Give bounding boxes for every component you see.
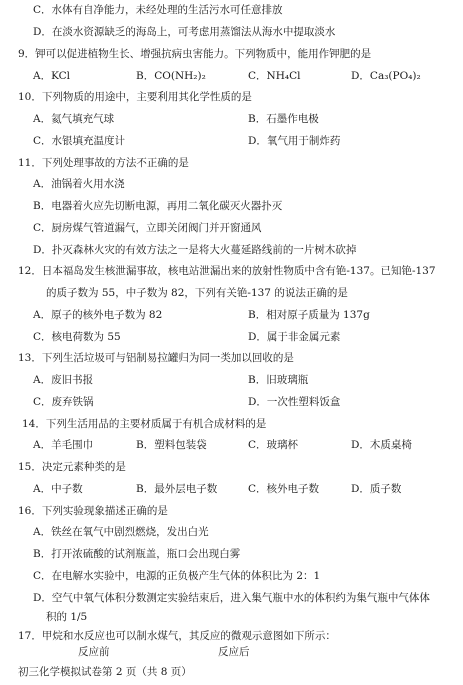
q9-option-a: A．KCl (33, 70, 71, 82)
q12-stem-line-1: 12．日本福岛发生核泄漏事故，核电站泄漏出来的放射性物质中含有铯-137。已知铯-137 (18, 265, 436, 277)
q17-stem: 17．甲烷和水反应也可以制水煤气，其反应的微观示意图如下所示： (18, 630, 336, 642)
q10-option-c: C．水银填充温度计 (33, 135, 126, 147)
q9-option-c: C．NH₄Cl (248, 70, 301, 82)
q10-stem: 10．下列物质的用途中，主要利用其化学性质的是 (18, 91, 252, 103)
q15-option-c: C．核外电子数 (248, 483, 320, 495)
q13-option-b: B．旧玻璃瓶 (248, 374, 309, 386)
q11-option-b: B．电器着火应先切断电源，再用二氧化碳灭火器扑灭 (33, 200, 283, 212)
q13-stem: 13．下列生活垃圾可与铝制易拉罐归为同一类加以回收的是 (18, 352, 294, 364)
q12-option-c: C．核电荷数为 55 (33, 331, 121, 343)
q15-option-a: A．中子数 (33, 483, 83, 495)
q16-option-b: B．打开浓硫酸的试剂瓶盖，瓶口会出现白雾 (33, 548, 241, 560)
q13-option-a: A．废旧书报 (33, 374, 94, 386)
q8-option-d: D．在淡水资源缺乏的海岛上，可考虑用蒸馏法从海水中提取淡水 (33, 26, 336, 38)
q16-option-d-line-1: D．空气中氧气体积分数测定实验结束后，进入集气瓶中水的体积约为集气瓶中气体体 (33, 592, 430, 604)
q14-option-c: C．玻璃杯 (248, 439, 299, 451)
q12-stem-line-2: 的质子数为 55，中子数为 82，下列有关铯-137 的说法正确的是 (46, 287, 348, 299)
q11-option-a: A．油锅着火用水浇 (33, 178, 125, 190)
q14-option-a: A．羊毛围巾 (33, 439, 94, 451)
q17-label-before: 反应前 (78, 646, 110, 658)
q8-option-c: C．水体有自净能力，未经处理的生活污水可任意排放 (33, 4, 283, 16)
q9-stem: 9．钾可以促进植物生长、增强抗病虫害能力。下列物质中，能用作钾肥的是 (18, 48, 372, 60)
q16-option-a: A．铁丝在氧气中剧烈燃烧，发出白光 (33, 526, 209, 538)
q9-option-b: B．CO(NH₂)₂ (136, 70, 206, 82)
q13-option-d: D．一次性塑料饭盒 (248, 396, 341, 408)
q9-option-d: D．Ca₃(PO₄)₂ (351, 70, 421, 82)
q15-option-d: D．质子数 (351, 483, 402, 495)
q12-option-d: D．属于非金属元素 (248, 331, 341, 343)
q14-option-d: D．木质桌椅 (351, 439, 412, 451)
q15-stem: 15．决定元素种类的是 (18, 461, 126, 473)
q14-stem: 14．下列生活用品的主要材质属于有机合成材料的是 (22, 418, 267, 430)
q13-option-c: C．废弃铁锅 (33, 396, 94, 408)
q12-option-a: A．原子的核外电子数为 82 (33, 309, 163, 321)
q12-option-b: B．相对原子质量为 137g (248, 309, 370, 321)
q10-option-b: B．石墨作电极 (248, 113, 319, 125)
q11-option-c: C．厨房煤气管道漏气，立即关闭阀门并开窗通风 (33, 222, 262, 234)
q11-stem: 11．下列处理事故的方法不正确的是 (18, 157, 189, 169)
q17-label-after: 反应后 (218, 646, 250, 658)
q14-option-b: B．塑料包装袋 (136, 439, 207, 451)
q11-option-d: D．扑灭森林火灾的有效方法之一是将大火蔓延路线前的一片树木砍掉 (33, 244, 357, 256)
q16-stem: 16．下列实验现象描述正确的是 (18, 505, 168, 517)
q15-option-b: B．最外层电子数 (136, 483, 218, 495)
q16-option-c: C．在电解水实验中，电源的正负极产生气体的体积比为 2：1 (33, 570, 321, 582)
q10-option-a: A．氦气填充气球 (33, 113, 115, 125)
q16-option-d-line-2: 积的 1/5 (46, 611, 88, 623)
page-footer: 初三化学模拟试卷第 2 页（共 8 页） (18, 666, 192, 678)
q10-option-d: D．氧气用于制炸药 (248, 135, 341, 147)
